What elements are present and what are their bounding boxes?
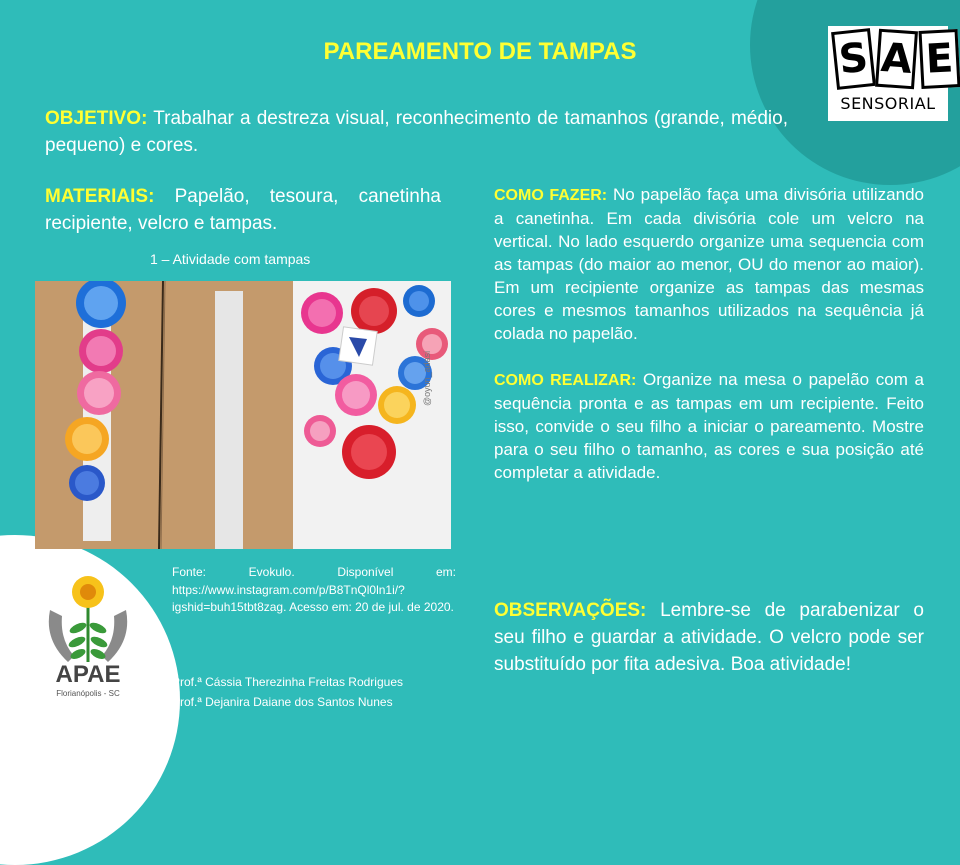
professors-list <box>172 672 403 712</box>
objective-label: OBJETIVO: <box>45 108 148 129</box>
materials-text: Papelão, tesoura, canetinha recipiente, velcro e tampas. <box>45 186 441 234</box>
professor-name: Prof.ª Dejanira Daiane dos Santos Nunes <box>172 695 393 709</box>
apae-logo-name: APAE <box>55 661 121 688</box>
como-realizar-text: Organize na mesa o papelão com a sequência pronta e as tampas em um recipiente. Feito isso, convide o seu filho a iniciar o pareamento. Mostre para o seu filho o tamanho, as cores e sua posição até completar a atividade. <box>494 370 924 482</box>
apae-logo <box>38 570 138 710</box>
page-title: PAREAMENTO DE TAMPAS <box>323 38 637 65</box>
logo-letter-s: S <box>831 28 876 90</box>
como-fazer-text: No papelão faça uma divisória utilizando a canetinha. Em cada divisória cole um velcro na vertical. No lado esquerdo organize uma sequencia com as tampas (do maior ao menor, OU do menor ao maior). Em um recipiente organize as tampas das mesmas cores e mesmos tamanhos utilizados na sequência já colada no papelão. <box>494 185 924 343</box>
activity-photo <box>35 281 451 549</box>
observations-label: OBSERVAÇÕES: <box>494 600 647 621</box>
como-fazer-paragraph <box>494 183 924 345</box>
objective-text: Trabalhar a destreza visual, reconhecimento de tamanhos (grande, médio, pequeno) e cores. <box>45 108 788 156</box>
observations-text: Lembre-se de parabenizar o seu filho e guardar a atividade. O velcro pode ser substituído por fita adesiva. Boa atividade! <box>494 600 924 675</box>
apae-logo-city: Florianópolis - SC <box>56 689 120 698</box>
materials-paragraph <box>45 183 441 237</box>
instructions-column <box>494 183 924 484</box>
logo-letter-e: E <box>919 29 960 89</box>
observations-paragraph <box>494 597 924 678</box>
photo-watermark: @oyun_adasi <box>422 350 432 406</box>
source-citation: Fonte: Evokulo. Disponível em: https://www.instagram.com/p/B8TnQl0ln1i/?igshid=buh15tbt8zag. Acesso em: 20 de jul. de 2020. <box>172 565 456 614</box>
logo-subtitle: SENSORIAL <box>840 94 936 113</box>
professor-name: Prof.ª Cássia Therezinha Freitas Rodrigues <box>172 675 403 689</box>
como-fazer-label: COMO FAZER: <box>494 187 608 204</box>
como-realizar-paragraph <box>494 368 924 484</box>
figure-caption: 1 – Atividade com tampas <box>150 251 311 267</box>
objective-paragraph <box>45 105 788 159</box>
logo-letter-a: A <box>875 29 918 90</box>
materials-label: MATERIAIS: <box>45 186 155 207</box>
como-realizar-label: COMO REALIZAR: <box>494 372 637 389</box>
